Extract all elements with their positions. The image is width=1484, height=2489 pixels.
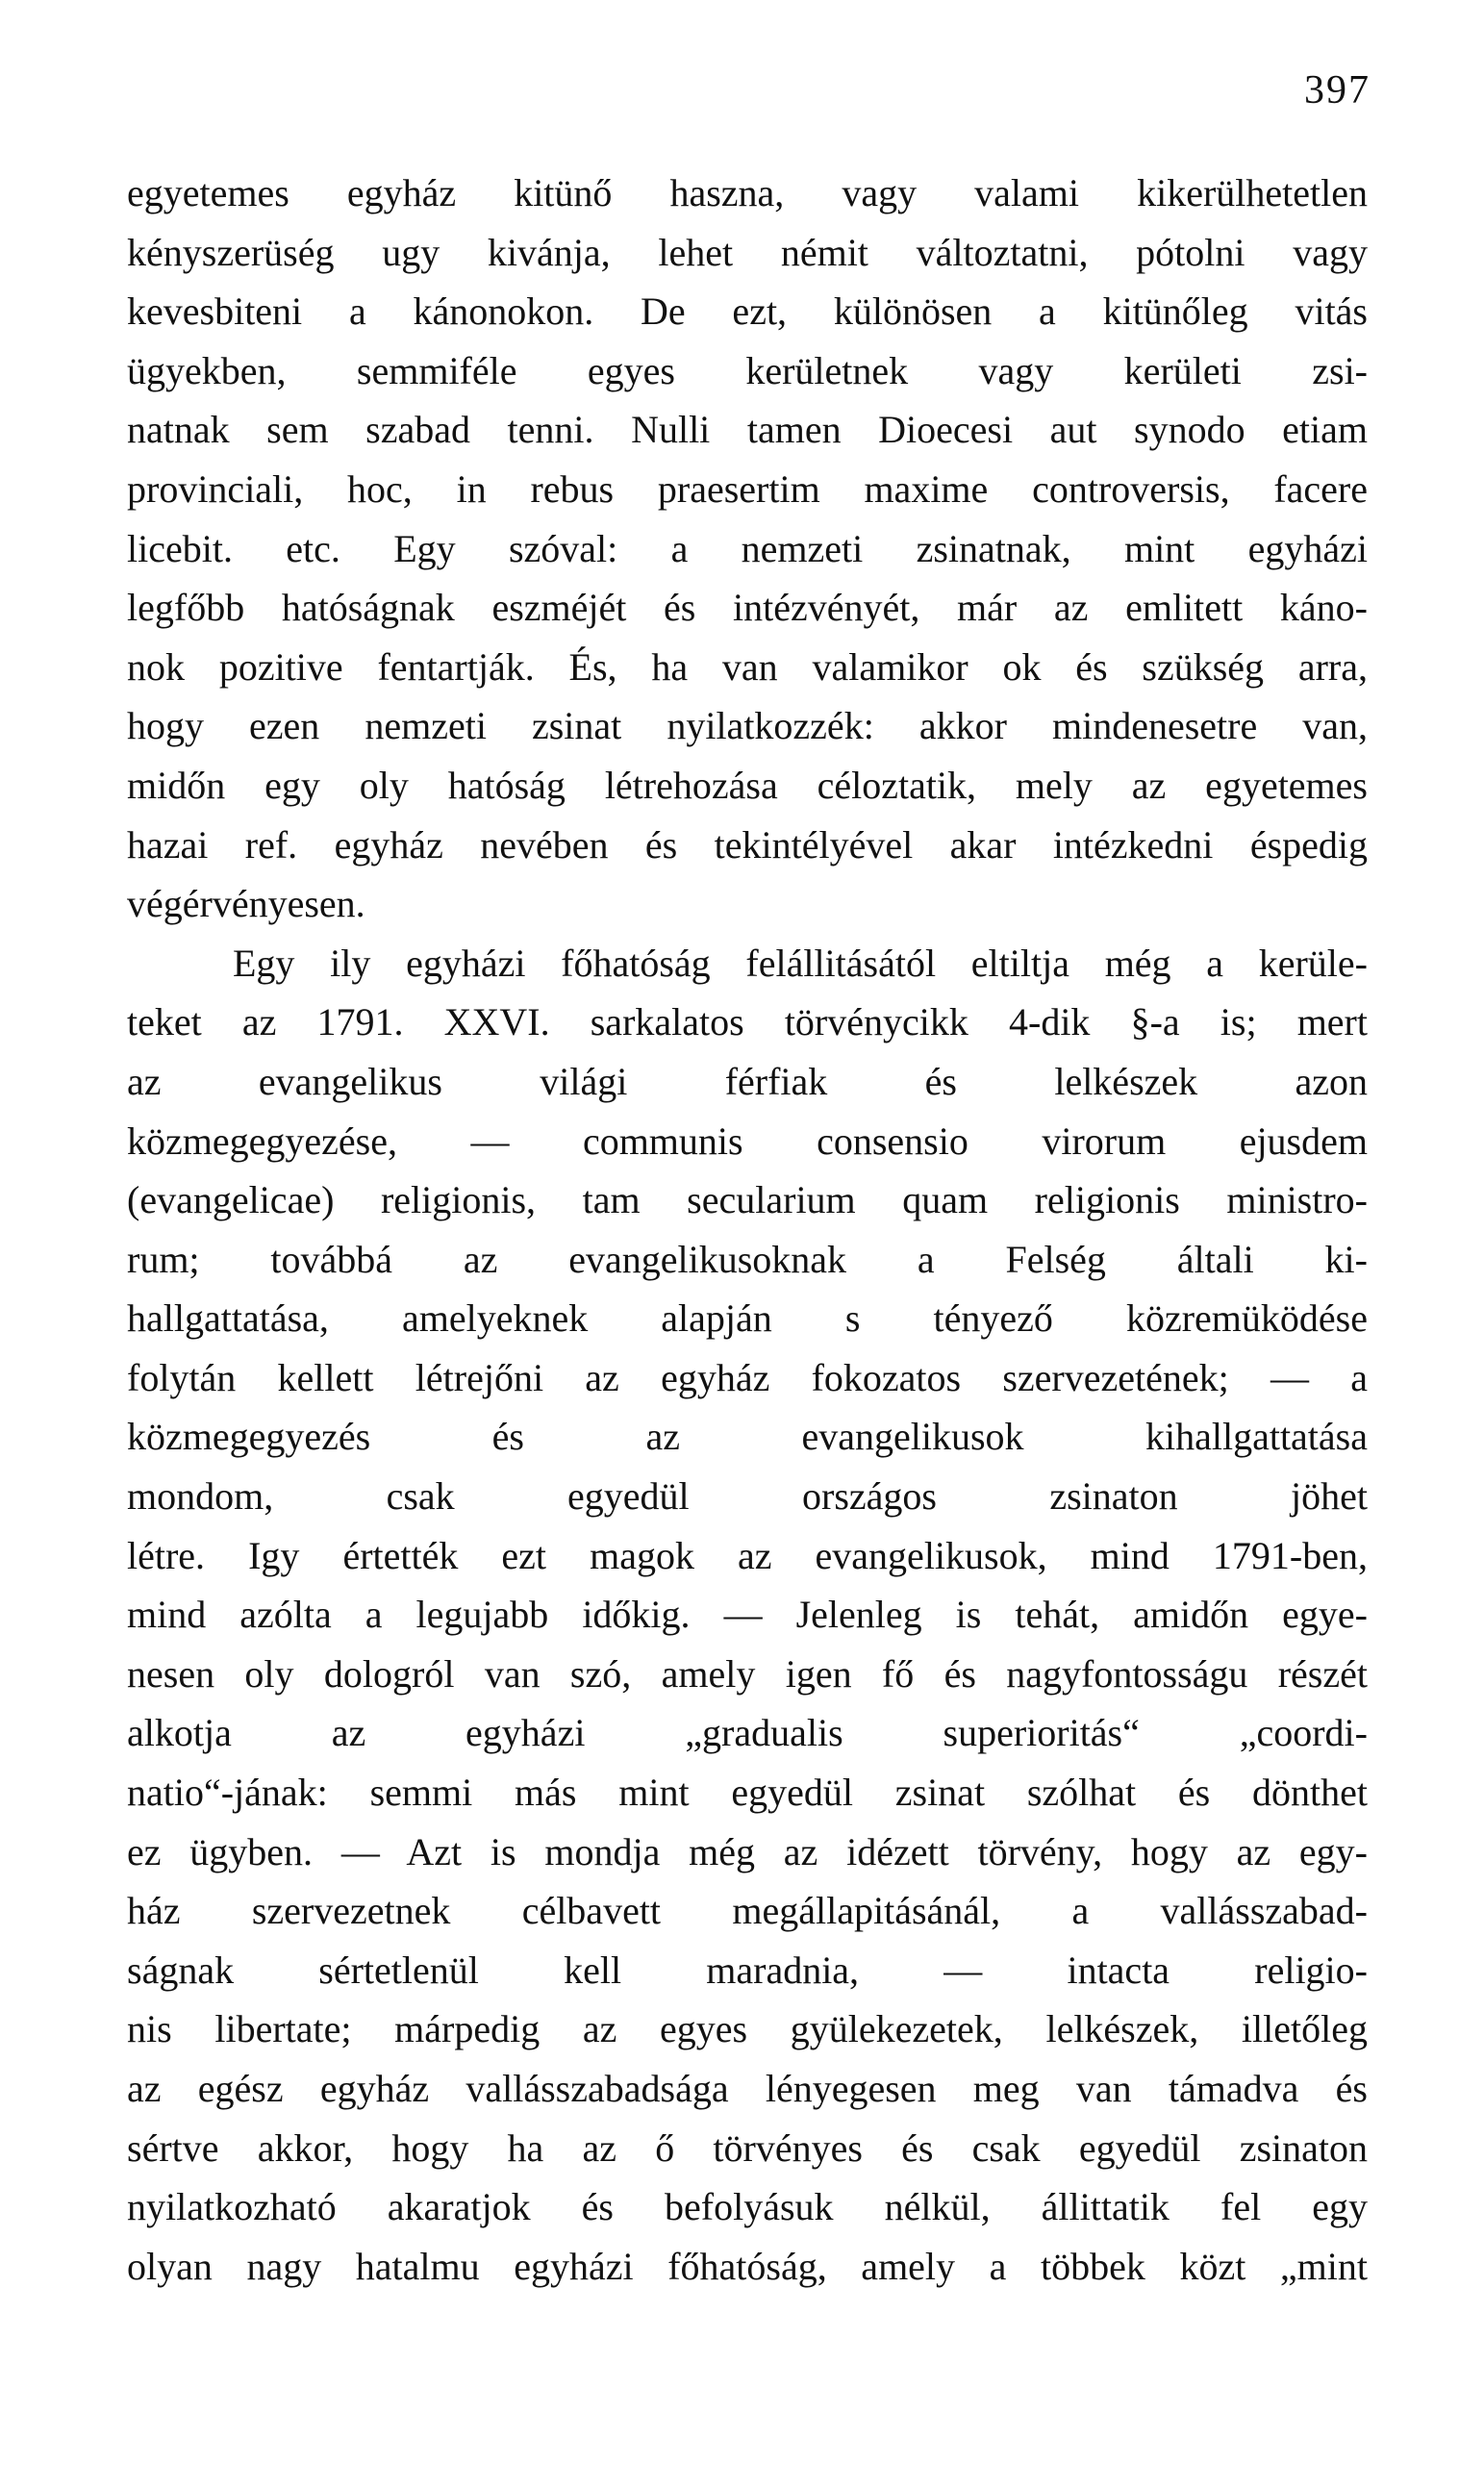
- body-text: [127, 163, 1368, 2296]
- text-line: rum; továbbá az evangelikusoknak a Felség általi ki-: [127, 1237, 1368, 1281]
- text-line: hallgattatása, amelyeknek alapján s tényező közremüködése: [127, 1296, 1368, 1341]
- text-line: nesen oly dologról van szó, amely igen fő és nagyfontosságu részét: [127, 1651, 1368, 1696]
- page-number: 397: [1304, 68, 1371, 113]
- text-line: kényszerüség ugy kivánja, lehet némit változtatni, pótolni vagy: [127, 230, 1368, 274]
- text-line: kevesbiteni a kánonokon. De ezt, különösen a kitünőleg vitás: [127, 289, 1368, 334]
- text-line: ház szervezetnek célbavett megállapitásánál, a vallásszabad-: [127, 1889, 1368, 1933]
- text-line: folytán kellett létrejőni az egyház fokozatos szervezetének; — a: [127, 1355, 1368, 1399]
- text-line: provinciali, hoc, in rebus praesertim maxime controversis, facere: [127, 466, 1368, 511]
- text-line: natnak sem szabad tenni. Nulli tamen Dioecesi aut synodo etiam: [127, 408, 1368, 452]
- text-line: végérvényesen.: [127, 882, 365, 926]
- text-line: nyilatkozható akaratjok és befolyásuk nélkül, állittatik fel egy: [127, 2185, 1368, 2229]
- text-line: midőn egy oly hatóság létrehozása céloztatik, mely az egyetemes: [127, 763, 1368, 807]
- text-line: közmegegyezés és az evangelikusok kihallgattatása: [127, 1415, 1368, 1459]
- text-line: egyetemes egyház kitünő haszna, vagy valami kikerülhetetlen: [127, 171, 1368, 214]
- text-line: nis libertate; márpedig az egyes gyülekezetek, lelkészek, illetőleg: [127, 2007, 1368, 2051]
- text-line: mondom, csak egyedül országos zsinaton jöhet: [127, 1474, 1368, 1519]
- text-line: alkotja az egyházi „gradualis superioritás“ „coordi-: [127, 1711, 1368, 1755]
- text-line: Egy ily egyházi főhatóság felállitásától eltiltja még a kerüle-: [233, 941, 1368, 985]
- text-line: ez ügyben. — Azt is mondja még az idézett törvény, hogy az egy-: [127, 1829, 1368, 1873]
- text-line: nok pozitive fentartják. És, ha van valamikor ok és szükség arra,: [127, 644, 1368, 689]
- text-line: (evangelicae) religionis, tam secularium quam religionis ministro-: [127, 1178, 1368, 1222]
- text-line: natio“-jának: semmi más mint egyedül zsinat szólhat és dönthet: [127, 1771, 1368, 1815]
- text-line: az evangelikus világi férfiak és lelkészek azon: [127, 1059, 1368, 1103]
- text-line: licebit. etc. Egy szóval: a nemzeti zsinatnak, mint egyházi: [127, 526, 1368, 570]
- text-line: ságnak sértetlenül kell maradnia, — intacta religio-: [127, 1948, 1368, 1992]
- text-line: sértve akkor, hogy ha az ő törvényes és csak egyedül zsinaton: [127, 2125, 1368, 2170]
- text-line: közmegegyezése, — communis consensio virorum ejusdem: [127, 1119, 1368, 1163]
- text-line: olyan nagy hatalmu egyházi főhatóság, amely a többek közt „mint: [127, 2244, 1368, 2288]
- text-line: mind azólta a legujabb időkig. — Jelenleg is tehát, amidőn egye-: [127, 1593, 1368, 1637]
- text-line: hazai ref. egyház nevében és tekintélyével akar intézkedni éspedig: [127, 822, 1368, 867]
- text-line: ügyekben, semmiféle egyes kerületnek vagy kerületi zsi-: [127, 348, 1368, 392]
- text-line: hogy ezen nemzeti zsinat nyilatkozzék: akkor mindenesetre van,: [127, 704, 1368, 748]
- text-line: létre. Igy értették ezt magok az evangelikusok, mind 1791-ben,: [127, 1533, 1368, 1577]
- text-line: az egész egyház vallásszabadsága lényegesen meg van támadva és: [127, 2067, 1368, 2110]
- text-line: teket az 1791. XXVI. sarkalatos törvénycikk 4-dik §-a is; mert: [127, 1000, 1368, 1044]
- text-line: legfőbb hatóságnak eszméjét és intézvényét, már az emlitett káno-: [127, 586, 1368, 630]
